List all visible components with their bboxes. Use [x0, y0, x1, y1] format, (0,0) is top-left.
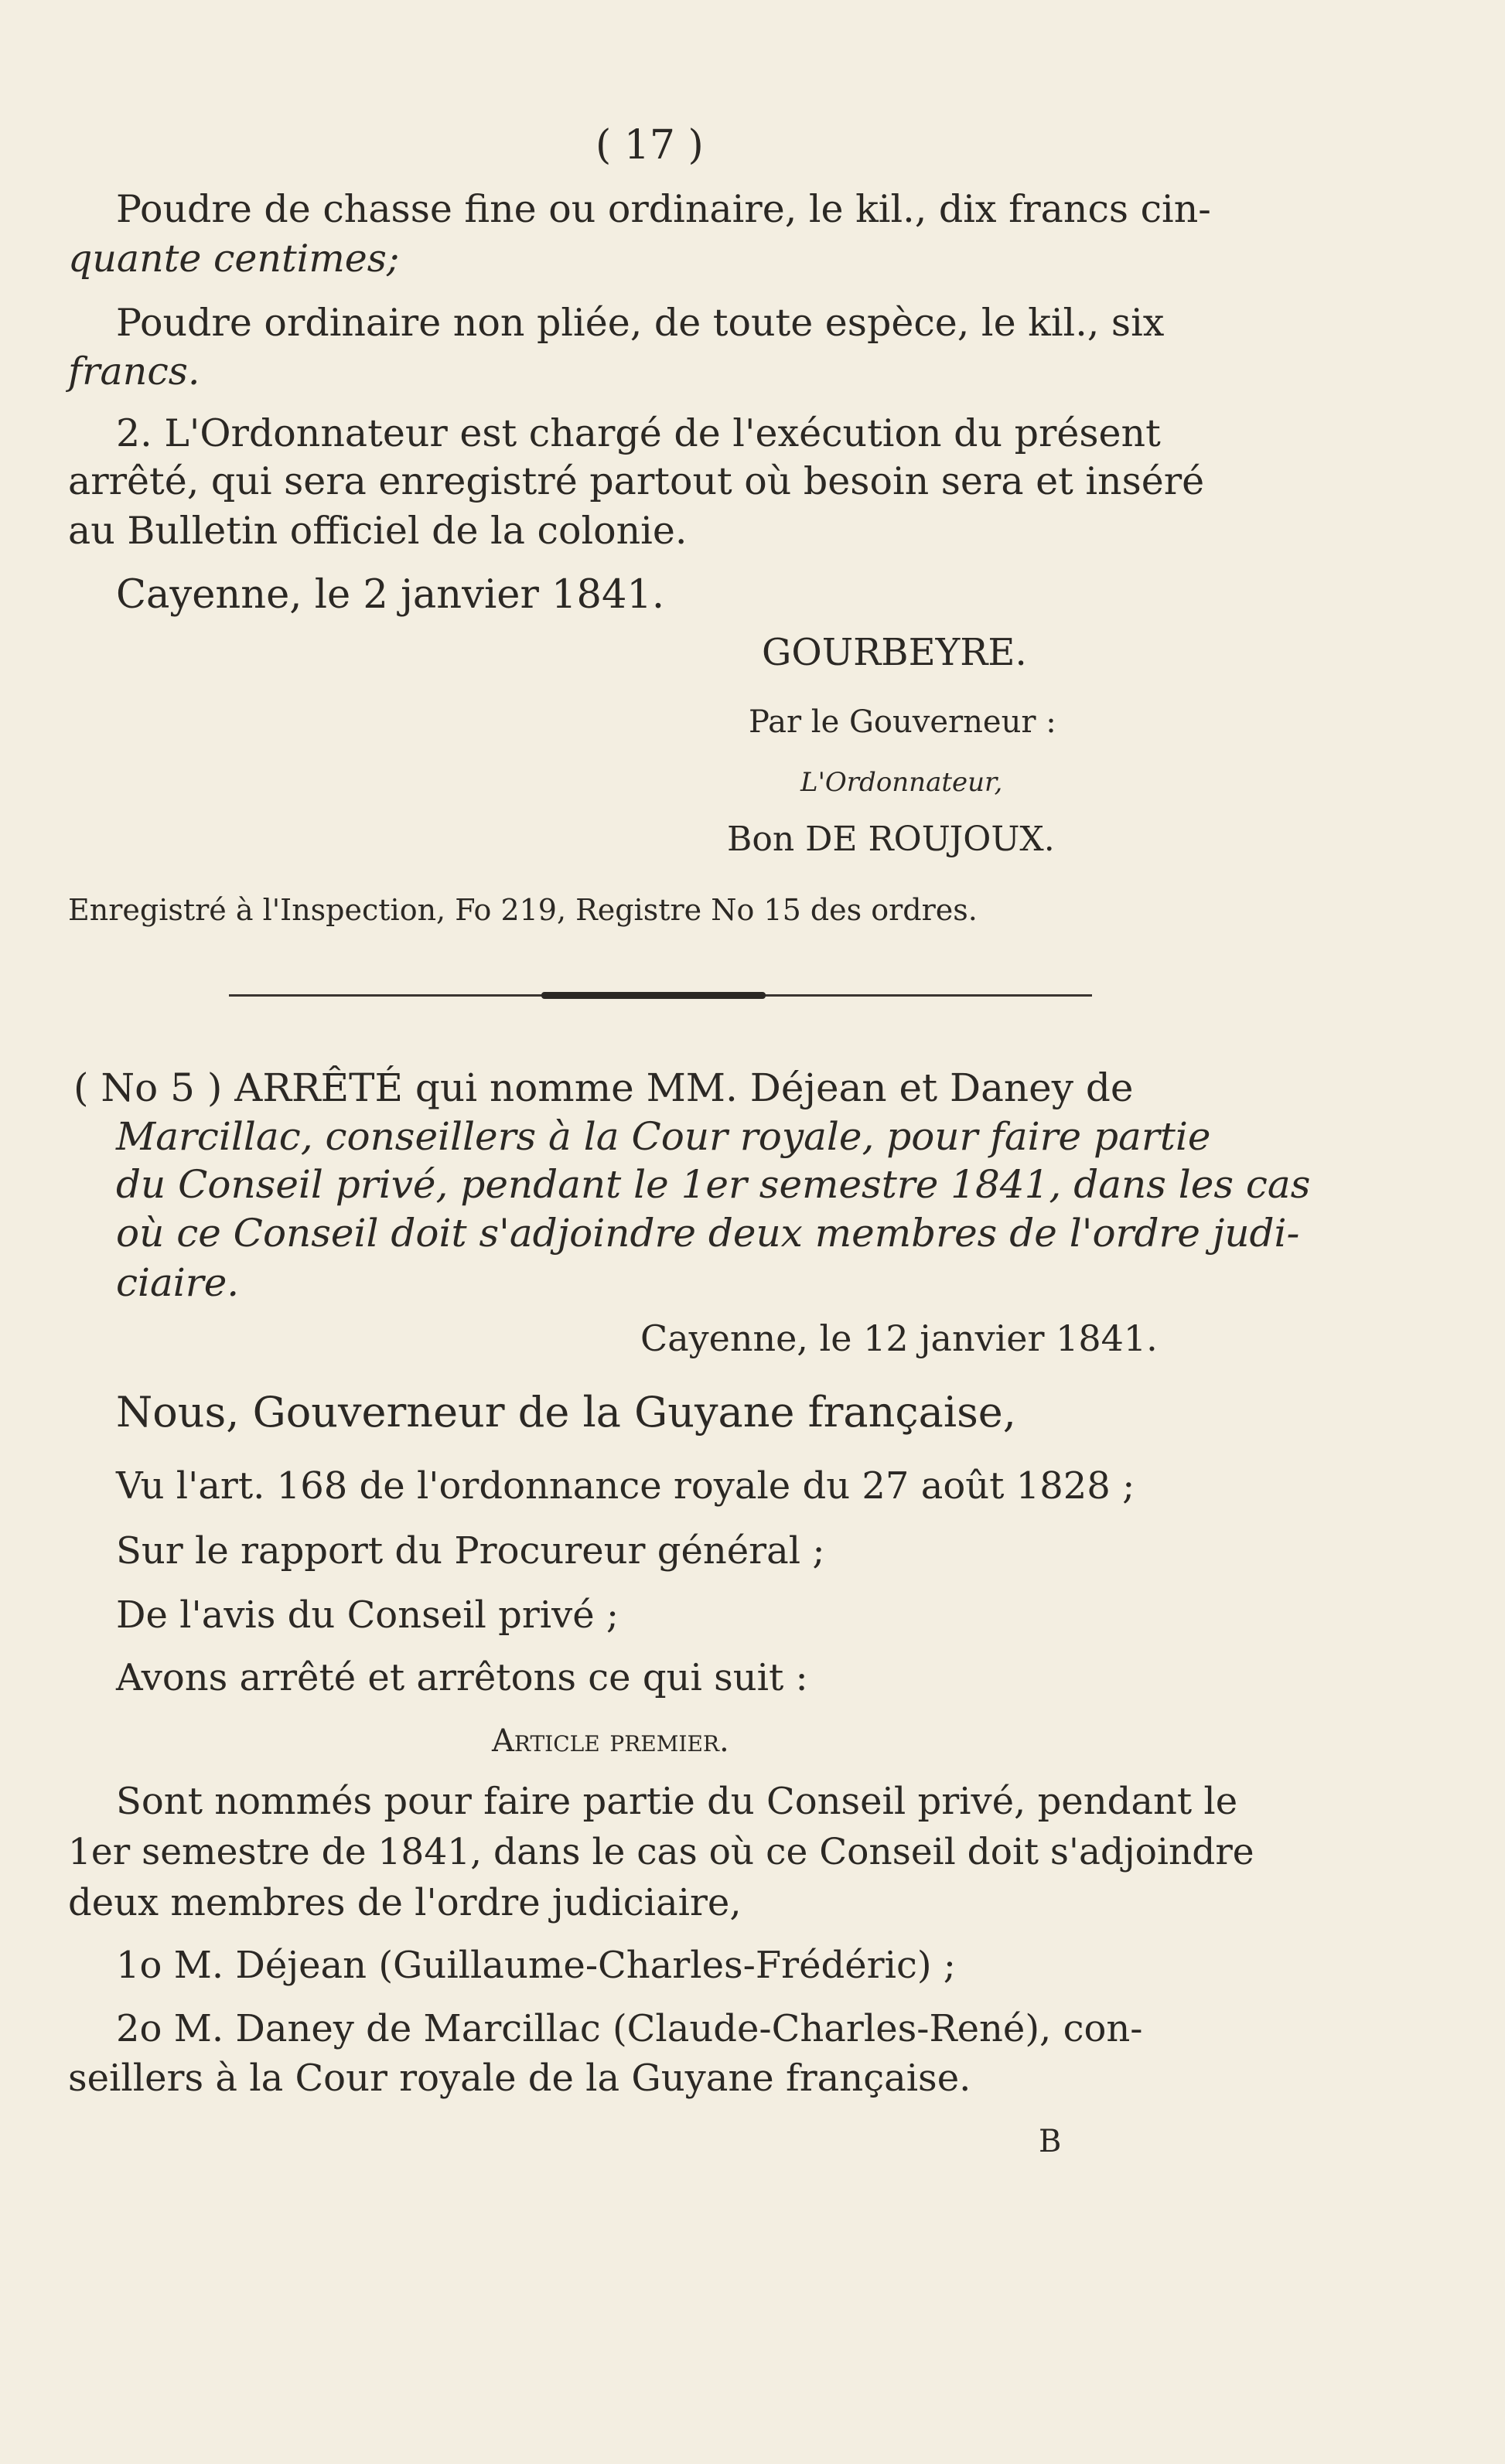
text-line: 2. L'Ordonnateur est chargé de l'exécution du présent: [116, 411, 1161, 455]
text-line: Sont nommés pour faire partie du Conseil privé, pendant le: [116, 1780, 1238, 1823]
heading-line: où ce Conseil doit s'adjoindre deux membres de l'ordre judi-: [116, 1211, 1300, 1256]
signature-name: GOURBEYRE.: [762, 631, 1027, 674]
text-line: Vu l'art. 168 de l'ordonnance royale du 27 août 1828 ;: [116, 1464, 1135, 1508]
text-line: Poudre ordinaire non pliée, de toute espèce, le kil., six: [116, 301, 1165, 345]
text-line: Sur le rapport du Procureur général ;: [116, 1529, 825, 1573]
date-line: Cayenne, le 12 janvier 1841.: [640, 1317, 1158, 1359]
text-line: Nous, Gouverneur de la Guyane française,: [116, 1388, 1016, 1436]
signature-line: L'Ordonnateur,: [800, 767, 1003, 798]
text-line: au Bulletin officiel de la colonie.: [68, 509, 688, 553]
date-line: Cayenne, le 2 janvier 1841.: [116, 572, 665, 618]
list-item: 1o M. Déjean (Guillaume-Charles-Frédéric) ;: [116, 1944, 956, 1987]
text-line: Poudre de chasse fine ou ordinaire, le kil., dix francs cin-: [116, 187, 1211, 231]
list-item: 2o M. Daney de Marcillac (Claude-Charles-René), con-: [116, 2007, 1143, 2050]
page-number: ( 17 ): [596, 122, 704, 169]
separator-rule-thick: [541, 992, 766, 999]
text-line: Avons arrêté et arrêtons ce qui suit :: [116, 1656, 808, 1699]
text-line: arrêté, qui sera enregistré partout où besoin sera et inséré: [68, 459, 1205, 503]
heading-line: ciaire.: [116, 1260, 240, 1305]
text-line: 1er semestre de 1841, dans le cas où ce Conseil doit s'adjoindre: [68, 1831, 1254, 1873]
text-line: deux membres de l'ordre judiciaire,: [68, 1881, 742, 1924]
signature-line: Par le Gouverneur :: [749, 704, 1056, 740]
heading-line: du Conseil privé, pendant le 1er semestre 1841, dans les cas: [116, 1162, 1311, 1207]
text-line: francs.: [68, 349, 200, 394]
heading-line: ( No 5 ) ARRÊTÉ qui nomme MM. Déjean et Daney de: [73, 1065, 1134, 1110]
text-line: De l'avis du Conseil privé ;: [116, 1593, 619, 1637]
heading-line: Marcillac, conseillers à la Cour royale, pour faire partie: [116, 1114, 1211, 1159]
registration-line: Enregistré à l'Inspection, Fo 219, Registre No 15 des ordres.: [68, 893, 978, 927]
article-heading: Article premier.: [492, 1723, 729, 1759]
signature-name: Bon DE ROUJOUX.: [727, 820, 1055, 859]
text-line: seillers à la Cour royale de la Guyane française.: [68, 2057, 971, 2100]
text-line: quante centimes;: [68, 237, 400, 281]
signature-mark: B: [1039, 2124, 1062, 2159]
